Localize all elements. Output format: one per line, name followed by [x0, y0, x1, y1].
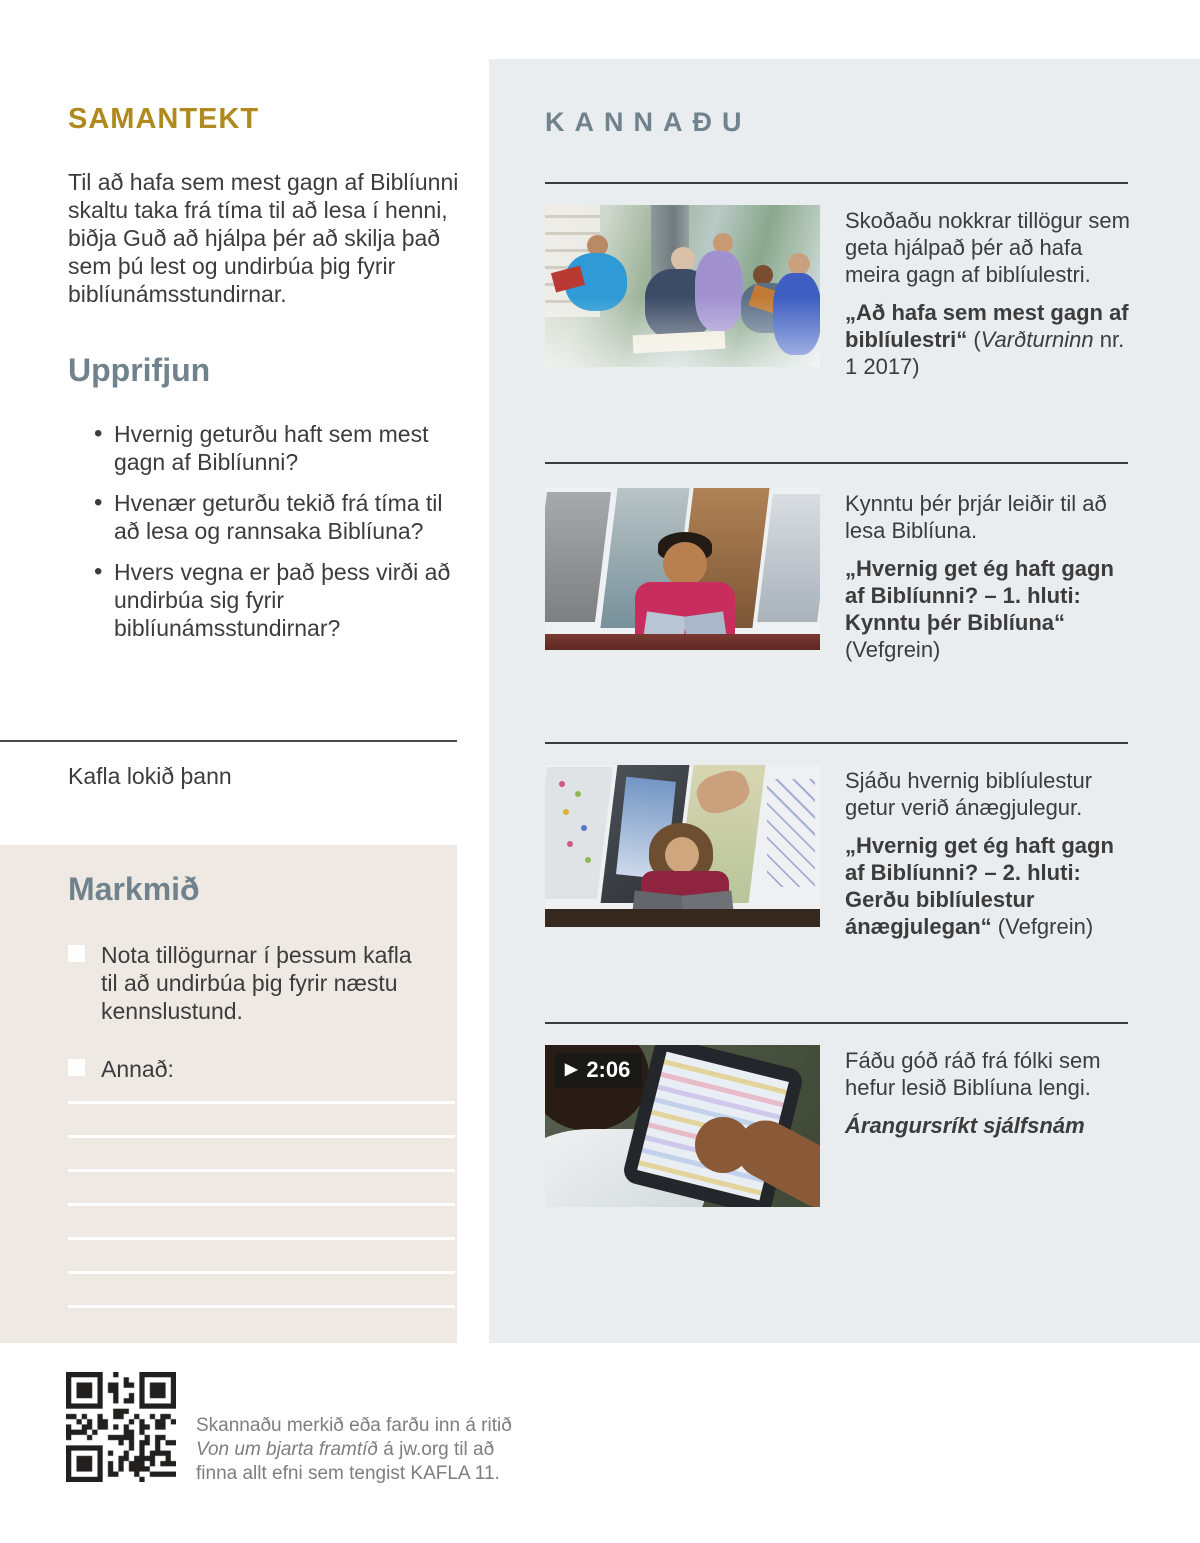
- qr-caption-line: finna allt efni sem tengist KAFLA 11.: [196, 1463, 500, 1484]
- scene-panel: [757, 494, 820, 622]
- goal-label: Nota tillögurnar í þessum kafla til að undirbúa þig fyrir næstu kennslustund.: [101, 942, 412, 1024]
- item-description: Skoðaðu nokkrar tillögur sem geta hjálpað þér að hafa meira gagn af biblíulestri.: [845, 208, 1130, 287]
- review-heading: Upprifjun: [68, 352, 211, 388]
- mist-overlay: [545, 297, 820, 367]
- qr-canvas: [66, 1372, 176, 1482]
- goal-checkbox[interactable]: [68, 1059, 85, 1076]
- review-question: • Hvers vegna er það þess virði að undirbúa sig fyrir biblíunámsstundirnar?: [114, 558, 466, 642]
- item-title: „Hvernig get ég haft gagn af Biblíunni? – 1. hluti: Kynntu þér Biblíuna“ (Vefgrein): [845, 556, 1114, 662]
- writing-line[interactable]: [68, 1169, 455, 1172]
- item-description: Fáðu góð ráð frá fólki sem hefur lesið Biblíuna lengi.: [845, 1048, 1101, 1100]
- desk-shape: [545, 909, 820, 927]
- summary-text: Til að hafa sem mest gagn af Biblíunni skaltu taka frá tíma til að lesa í henni, biðja Guð að hjálpa þér að skilja það sem þú lest og undirbúa þig fyrir biblíunámsstundirnar.: [68, 169, 459, 307]
- writing-line[interactable]: [68, 1101, 455, 1104]
- figure-head: [665, 837, 699, 873]
- writing-line[interactable]: [68, 1135, 455, 1138]
- writing-line[interactable]: [68, 1237, 455, 1240]
- review-question-list: [114, 420, 466, 655]
- thumbnail-boy-reading-bible[interactable]: [545, 488, 820, 650]
- sketch-lines-shape: [767, 779, 815, 887]
- whiteboard-notes-shape: [559, 781, 565, 787]
- qr-code: [66, 1372, 176, 1482]
- figure-head: [713, 233, 733, 253]
- table-shape: [545, 634, 820, 650]
- writing-lines: [68, 1101, 455, 1339]
- summary-heading: SAMANTEKT: [68, 103, 260, 135]
- item-title: „Hvernig get ég haft gagn af Biblíunni? – 2. hluti: Gerðu biblíulestur ánægjulegan“ (Vefgrein): [845, 833, 1114, 939]
- goal-row: [68, 1055, 428, 1083]
- divider: [0, 740, 457, 742]
- play-icon: ▶: [565, 1061, 578, 1078]
- goal-label: Annað:: [101, 1056, 174, 1082]
- goal-row: [68, 941, 428, 1025]
- explore-panel: [489, 59, 1200, 1343]
- goals-heading: Markmið: [68, 871, 200, 907]
- section-divider: [545, 742, 1128, 744]
- goal-checkbox[interactable]: [68, 945, 85, 962]
- video-duration: 2:06: [586, 1057, 631, 1082]
- thumbnail-video-tablet[interactable]: [545, 1045, 820, 1207]
- thumbnail-group-reading[interactable]: [545, 205, 820, 367]
- section-divider: [545, 182, 1128, 184]
- chapter-completed-label: Kafla lokið þann: [68, 763, 232, 789]
- review-question: • Hvernig geturðu haft sem mest gagn af Biblíunni?: [114, 420, 466, 476]
- figure-head: [671, 247, 695, 271]
- section-divider: [545, 462, 1128, 464]
- item-title: Árangursríkt sjálfsnám: [845, 1113, 1085, 1138]
- qr-caption-line: Skannaðu merkið eða farðu inn á ritið: [196, 1415, 512, 1436]
- item-title: „Að hafa sem mest gagn af biblíulestri“ (Varðturninn nr. 1 2017): [845, 300, 1129, 379]
- goals-box: [0, 845, 457, 1343]
- explore-heading: KANNAÐU: [545, 107, 752, 137]
- writing-line[interactable]: [68, 1203, 455, 1206]
- writing-line[interactable]: [68, 1305, 455, 1308]
- qr-caption: [196, 1414, 531, 1486]
- section-divider: [545, 1022, 1128, 1024]
- review-question: • Hvenær geturðu tekið frá tíma til að lesa og rannsaka Biblíuna?: [114, 489, 466, 545]
- video-duration-badge: [555, 1053, 642, 1088]
- item-description: Sjáðu hvernig biblíulestur getur verið ánægjulegur.: [845, 768, 1093, 820]
- figure-head: [788, 253, 810, 275]
- qr-caption-line: Von um bjarta framtíð á jw.org til að: [196, 1439, 495, 1460]
- figure-head: [663, 542, 707, 586]
- scene-panel: [545, 492, 611, 622]
- item-description: Kynntu þér þrjár leiðir til að lesa Biblíuna.: [845, 491, 1107, 543]
- thumbnail-woman-studying[interactable]: [545, 765, 820, 927]
- writing-line[interactable]: [68, 1271, 455, 1274]
- figure-head: [753, 265, 773, 285]
